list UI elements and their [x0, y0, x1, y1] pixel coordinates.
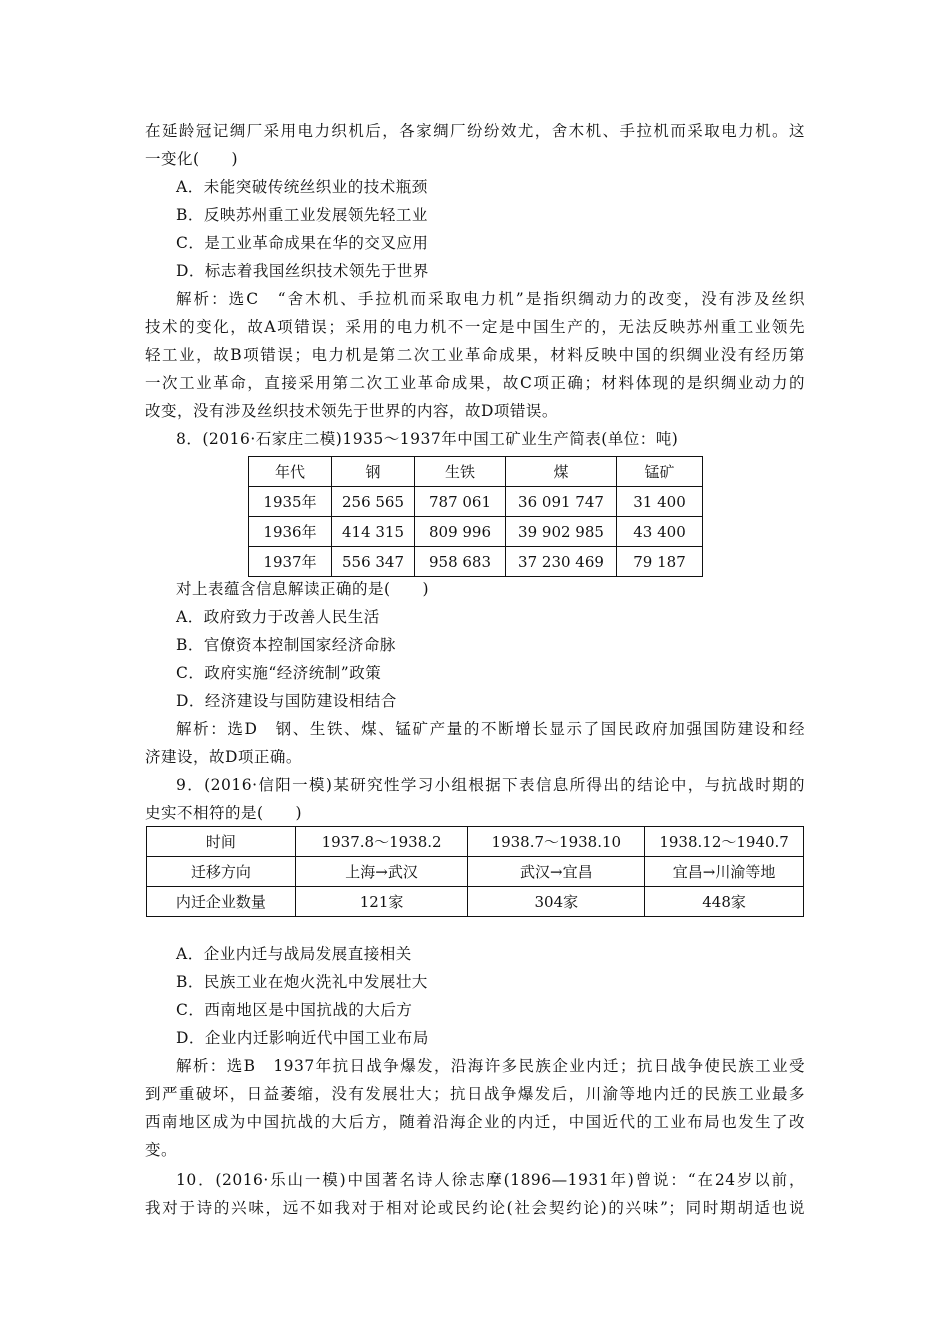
table-cell: 43 400 — [617, 517, 703, 547]
q8-question: 对上表蕴含信息解读正确的是( ) — [176, 580, 430, 598]
q8-option-b: B．官僚资本控制国家经济命脉 — [176, 636, 396, 654]
table-header-row — [249, 457, 703, 487]
table-row — [147, 827, 804, 857]
table-cell: 迁移方向 — [147, 857, 296, 887]
table-cell: 内迁企业数量 — [147, 887, 296, 917]
q7-option-c: C．是工业革命成果在华的交叉应用 — [176, 234, 429, 252]
q10-stem-line-1: 10．(2016·乐山一模)中国著名诗人徐志摩(1896—1931年)曾说：“在24岁以前， — [176, 1171, 805, 1189]
q7-option-d: D．标志着我国丝织技术领先于世界 — [176, 262, 429, 280]
table-row — [147, 887, 804, 917]
q7-analysis-line-5: 改变，没有涉及丝织技术领先于世界的内容，故D项错误。 — [145, 402, 558, 420]
table-cell: 武汉→宜昌 — [468, 857, 645, 887]
table-row — [249, 487, 703, 517]
table-cell: 39 902 985 — [506, 517, 617, 547]
q9-option-b: B．民族工业在炮火洗礼中发展壮大 — [176, 973, 428, 991]
q8-option-c: C．政府实施“经济统制”政策 — [176, 664, 382, 682]
q9-option-d: D．企业内迁影响近代中国工业布局 — [176, 1029, 429, 1047]
table-row — [249, 547, 703, 577]
table-cell: 304家 — [468, 887, 645, 917]
table-cell: 809 996 — [415, 517, 506, 547]
table-cell: 36 091 747 — [506, 487, 617, 517]
q9-analysis-line-1: 解析：选B 1937年抗日战争爆发，沿海许多民族企业内迁；抗日战争使民族工业受 — [176, 1057, 805, 1075]
q7-analysis-line-2: 技术的变化，故A项错误；采用的电力机不一定是中国生产的，无法反映苏州重工业领先 — [145, 318, 805, 336]
table-header-cell: 生铁 — [415, 457, 506, 487]
relocation-table — [146, 826, 804, 917]
table-cell: 414 315 — [332, 517, 415, 547]
table-cell: 31 400 — [617, 487, 703, 517]
q8-option-a: A．政府致力于改善人民生活 — [176, 608, 380, 626]
q9-analysis-line-4: 变。 — [145, 1141, 178, 1159]
q10-stem-line-2: 我对于诗的兴味，远不如我对于相对论或民约论(社会契约论)的兴味”；同时期胡适也说 — [145, 1199, 805, 1217]
table-cell: 1937.8～1938.2 — [295, 827, 468, 857]
q7-analysis-line-3: 轻工业，故B项错误；电力机是第二次工业革命成果，材料反映中国的织绸业没有经历第 — [145, 346, 805, 364]
q9-stem-line-2: 史实不相符的是( ) — [145, 804, 303, 822]
table-cell: 256 565 — [332, 487, 415, 517]
table-header-cell: 钢 — [332, 457, 415, 487]
table-cell: 79 187 — [617, 547, 703, 577]
q9-analysis-line-3: 西南地区成为中国抗战的大后方，随着沿海企业的内迁，中国近代的工业布局也发生了改 — [145, 1113, 805, 1131]
intro-line-2: 一变化( ) — [145, 150, 239, 168]
table-cell: 宜昌→川渝等地 — [645, 857, 804, 887]
table-cell: 448家 — [645, 887, 804, 917]
table-row — [147, 857, 804, 887]
q8-option-d: D．经济建设与国防建设相结合 — [176, 692, 397, 710]
table-row — [249, 517, 703, 547]
table-cell: 1937年 — [249, 547, 332, 577]
table-cell: 时间 — [147, 827, 296, 857]
table-cell: 958 683 — [415, 547, 506, 577]
table-header-cell: 年代 — [249, 457, 332, 487]
table-cell: 37 230 469 — [506, 547, 617, 577]
q7-analysis-line-1: 解析：选C “舍木机、手拉机而采取电力机”是指织绸动力的改变，没有涉及丝织 — [176, 290, 805, 308]
table-cell: 上海→武汉 — [295, 857, 468, 887]
table-cell: 1938.7～1938.10 — [468, 827, 645, 857]
q8-analysis-line-2: 济建设，故D项正确。 — [145, 748, 302, 766]
table-header-cell: 锰矿 — [617, 457, 703, 487]
q8-analysis-line-1: 解析：选D 钢、生铁、煤、锰矿产量的不断增长显示了国民政府加强国防建设和经 — [176, 720, 805, 738]
q7-analysis-line-4: 一次工业革命，直接采用第二次工业革命成果，故C项正确；材料体现的是织绸业动力的 — [145, 374, 805, 392]
q9-option-a: A．企业内迁与战局发展直接相关 — [176, 945, 412, 963]
q8-stem: 8．(2016·石家庄二模)1935～1937年中国工矿业生产简表(单位：吨) — [176, 430, 679, 448]
table-cell: 556 347 — [332, 547, 415, 577]
table-cell: 1936年 — [249, 517, 332, 547]
table-cell: 787 061 — [415, 487, 506, 517]
q9-option-c: C．西南地区是中国抗战的大后方 — [176, 1001, 413, 1019]
table-header-cell: 煤 — [506, 457, 617, 487]
q9-stem-line-1: 9．(2016·信阳一模)某研究性学习小组根据下表信息所得出的结论中，与抗战时期的 — [176, 776, 805, 794]
q7-option-a: A．未能突破传统丝织业的技术瓶颈 — [176, 178, 428, 196]
table-cell: 1935年 — [249, 487, 332, 517]
q7-option-b: B．反映苏州重工业发展领先轻工业 — [176, 206, 428, 224]
table-cell: 121家 — [295, 887, 468, 917]
table-cell: 1938.12～1940.7 — [645, 827, 804, 857]
production-table — [248, 456, 703, 577]
q9-analysis-line-2: 到严重破坏，日益萎缩，没有发展壮大；抗日战争爆发后，川渝等地内迁的民族工业最多 — [145, 1085, 805, 1103]
intro-line-1: 在延龄冠记绸厂采用电力织机后，各家绸厂纷纷效尤，舍木机、手拉机而采取电力机。这 — [145, 122, 805, 140]
